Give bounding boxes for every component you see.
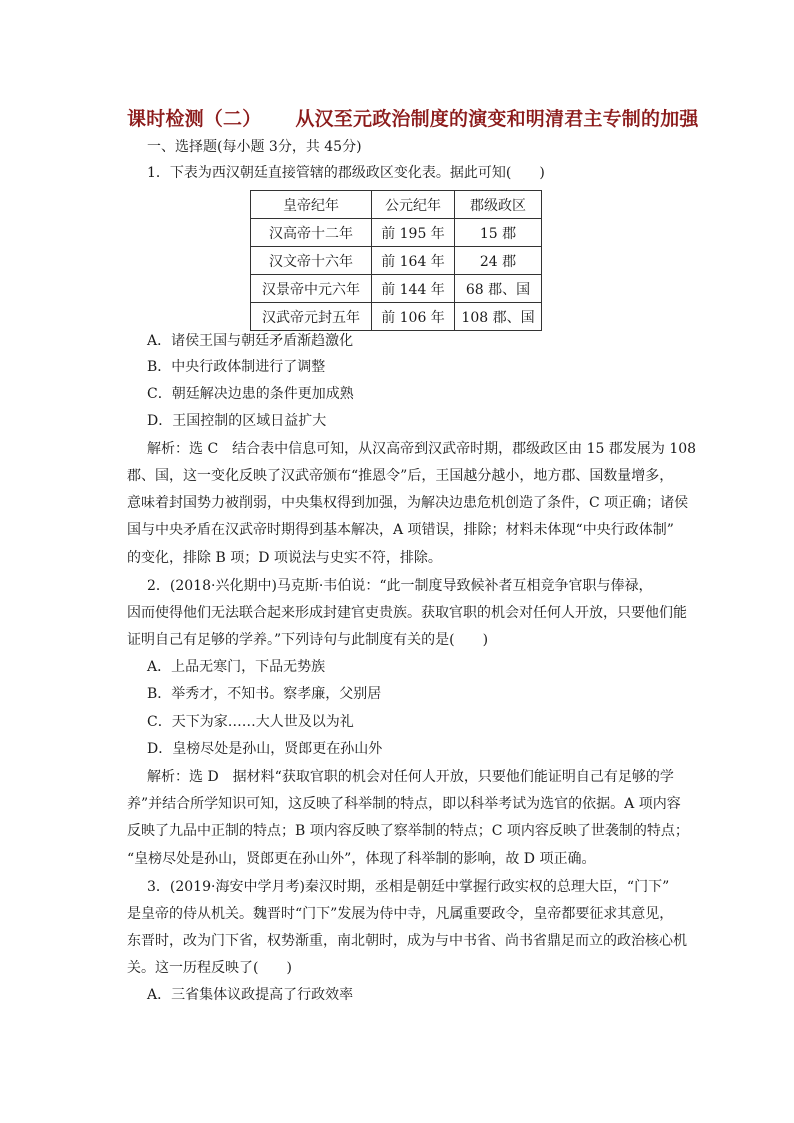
q1-option-b: B．中央行政体制进行了调整	[147, 359, 326, 375]
table-header-cell: 皇帝纪年	[251, 191, 372, 219]
question-3-stem: 关。这一历程反映了( )	[127, 960, 292, 976]
q2-option-d: D．皇榜尽处是孙山，贤郎更在孙山外	[147, 741, 383, 757]
q1-option-d: D．王国控制的区域日益扩大	[147, 413, 327, 429]
table-cell: 前 195 年	[372, 219, 455, 247]
q1-analysis-line: 国与中央矛盾在汉武帝时期得到基本解决，A 项错误，排除；材料未体现“中央行政体制”	[127, 522, 674, 538]
table-cell: 汉景帝中元六年	[251, 275, 372, 303]
table-row	[251, 247, 542, 275]
section-heading: 一、选择题(每小题 3分，共 45分)	[147, 139, 362, 155]
table-header-cell: 公元纪年	[372, 191, 455, 219]
q1-analysis-line: 郡、国，这一变化反映了汉武帝颁布“推恩令”后，王国越分越小，地方郡、国数量增多，	[127, 468, 674, 484]
question-2-stem: 证明自己有足够的学养。”下列诗句与此制度有关的是( )	[127, 632, 489, 648]
q1-option-a: A．诸侯王国与朝廷矛盾渐趋激化	[147, 333, 354, 349]
q2-analysis-line: 养”并结合所学知识可知，这反映了科举制的特点，即以科举考试为选官的依据。A 项内容	[127, 796, 681, 812]
table-header-row	[251, 191, 542, 219]
q1-option-c: C．朝廷解决边患的条件更加成熟	[147, 386, 354, 402]
q3-option-a: A．三省集体议政提高了行政效率	[147, 987, 354, 1003]
q2-option-a: A．上品无寒门，下品无势族	[147, 659, 326, 675]
table-cell: 15 郡	[455, 219, 542, 247]
question-2-stem: 2．(2018·兴化期中)马克斯·韦伯说：“此一制度导致候补者互相竞争官职与俸禄，	[147, 578, 653, 594]
table-cell: 前 106 年	[372, 303, 455, 331]
table-cell: 前 144 年	[372, 275, 455, 303]
question-3-stem: 东晋时，改为门下省，权势渐重，南北朝时，成为与中书省、尚书省鼎足而立的政治核心机	[127, 933, 687, 949]
table-cell: 汉武帝元封五年	[251, 303, 372, 331]
table-cell: 108 郡、国	[455, 303, 542, 331]
prefecture-table	[250, 190, 542, 331]
title-topic: 从汉至元政治制度的演变和明清君主专制的加强	[295, 108, 699, 130]
table-row	[251, 219, 542, 247]
table-row	[251, 275, 542, 303]
question-2-stem: 因而使得他们无法联合起来形成封建官吏贵族。获取官职的机会对任何人开放，只要他们能	[127, 605, 687, 621]
question-1-stem: 1．下表为西汉朝廷直接管辖的郡级政区变化表。据此可知( )	[147, 165, 545, 181]
question-3-stem: 3．(2019·海安中学月考)秦汉时期，丞相是朝廷中掌握行政实权的总理大臣，“门下”	[147, 879, 670, 895]
table-cell: 汉高帝十二年	[251, 219, 372, 247]
q1-analysis-line: 的变化，排除 B 项；D 项说法与史实不符，排除。	[127, 550, 442, 566]
q2-option-b: B．举秀才，不知书。察孝廉，父别居	[147, 686, 382, 702]
table-cell: 前 164 年	[372, 247, 455, 275]
q2-analysis-line: 反映了九品中正制的特点；B 项内容反映了察举制的特点；C 项内容反映了世袭制的特点；	[127, 823, 689, 839]
q2-analysis-line: 解析：选 D 据材料“获取官职的机会对任何人开放，只要他们能证明自己有足够的学	[147, 769, 674, 785]
table-cell: 汉文帝十六年	[251, 247, 372, 275]
q2-option-c: C．天下为家……大人世及以为礼	[147, 714, 354, 730]
table-header-cell: 郡级政区	[455, 191, 542, 219]
title-label: 课时检测（二）	[127, 108, 262, 130]
q1-analysis-line: 意味着封国势力被削弱，中央集权得到加强，为解决边患危机创造了条件，C 项正确；诸侯	[127, 495, 689, 511]
page-title	[127, 104, 699, 131]
question-3-stem: 是皇帝的侍从机关。魏晋时“门下”发展为侍中寺，凡属重要政令，皇帝都要征求其意见，	[127, 906, 674, 922]
table-cell: 68 郡、国	[455, 275, 542, 303]
q2-analysis-line: “皇榜尽处是孙山，贤郎更在孙山外”，体现了科举制的影响，故 D 项正确。	[127, 851, 596, 867]
table-row	[251, 303, 542, 331]
q1-analysis-line: 解析：选 C 结合表中信息可知，从汉高帝到汉武帝时期，郡级政区由 15 郡发展为 108	[147, 441, 697, 457]
table-cell: 24 郡	[455, 247, 542, 275]
